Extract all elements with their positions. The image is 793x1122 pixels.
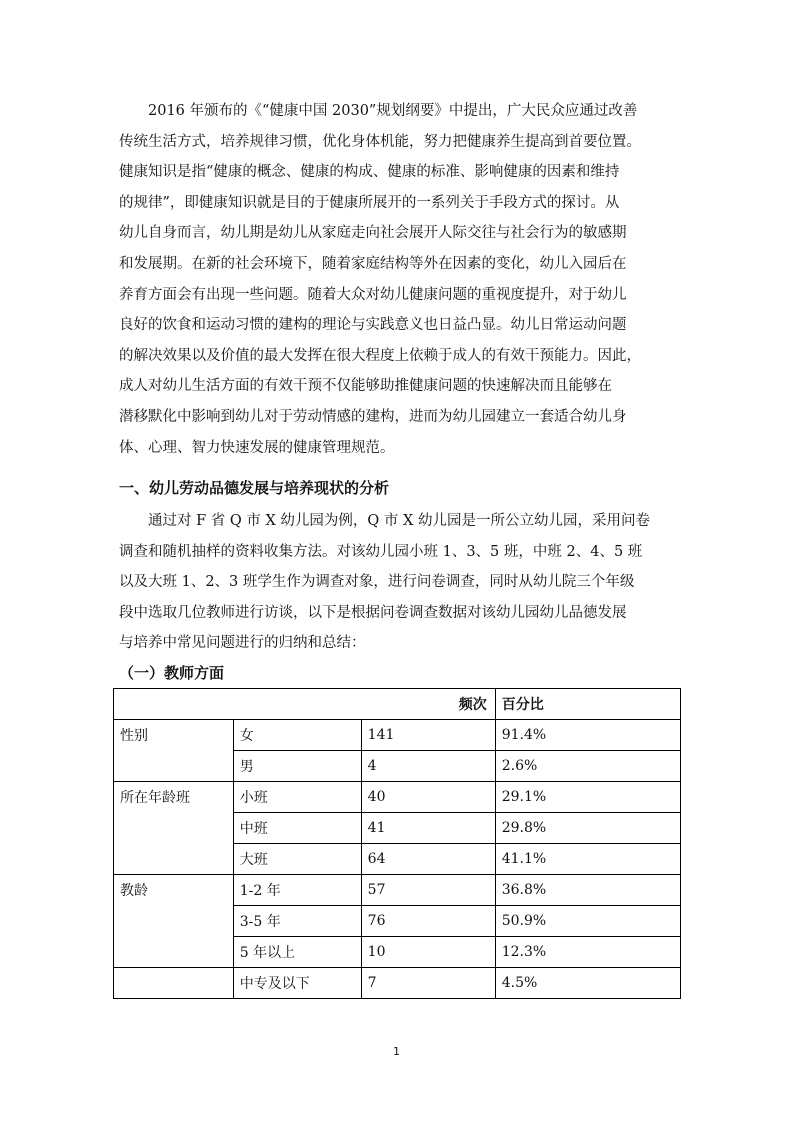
row-item: 中专及以下 xyxy=(233,968,361,999)
row-freq: 4 xyxy=(361,751,495,782)
group-label: 所在年龄班 xyxy=(114,782,234,875)
row-pct: 12.3% xyxy=(495,937,680,968)
row-pct: 91.4% xyxy=(495,720,680,751)
table-row xyxy=(114,782,681,813)
intro-line: 和发展期。在新的社会环境下，随着家庭结构等外在因素的变化，幼儿入园后在 xyxy=(119,255,627,272)
row-pct: 4.5% xyxy=(495,968,680,999)
page-number: 1 xyxy=(393,1045,400,1058)
row-item: 大班 xyxy=(233,844,361,875)
row-item: 3-5 年 xyxy=(233,906,361,937)
row-item: 1-2 年 xyxy=(233,875,361,906)
header-freq: 频次 xyxy=(114,689,496,720)
row-item: 小班 xyxy=(233,782,361,813)
intro-line: 健康知识是指“健康的概念、健康的构成、健康的标准、影响健康的因素和维持 xyxy=(119,164,620,181)
table-row xyxy=(114,720,681,751)
intro-line: 幼儿自身而言，幼儿期是幼儿从家庭走向社会展开人际交往与社会行为的敏感期 xyxy=(119,225,627,242)
row-freq: 7 xyxy=(361,968,495,999)
intro-line: 传统生活方式，培养规律习惯，优化身体机能，努力把健康养生提高到首要位置。 xyxy=(119,133,641,150)
row-pct: 36.8% xyxy=(495,875,680,906)
body-line: 通过对 F 省 Q 市 X 幼儿园为例，Q 市 X 幼儿园是一所公立幼儿园，采用问卷 xyxy=(148,513,650,529)
row-item: 5 年以上 xyxy=(233,937,361,968)
row-pct: 41.1% xyxy=(495,844,680,875)
table-row xyxy=(114,968,681,999)
body-paragraph xyxy=(119,506,685,659)
body-line: 以及大班 1、2、3 班学生作为调查对象，进行问卷调查，同时从幼儿院三个年级 xyxy=(119,574,635,591)
table-row xyxy=(114,875,681,906)
group-label xyxy=(114,968,234,999)
body-line: 段中选取几位教师进行访谈，以下是根据问卷调查数据对该幼儿园幼儿品德发展 xyxy=(119,604,627,621)
table-header-row xyxy=(114,689,681,720)
intro-line: 潜移默化中影响到幼儿对于劳动情感的建构，进而为幼儿园建立一套适合幼儿身 xyxy=(119,408,627,425)
intro-line: 体、心理、智力快速发展的健康管理规范。 xyxy=(119,439,395,456)
row-pct: 2.6% xyxy=(495,751,680,782)
intro-line: 2016 年颁布的《“健康中国 2030”规划纲要》中提出，广大民众应通过改善 xyxy=(148,103,638,119)
row-item: 男 xyxy=(233,751,361,782)
body-line: 调查和随机抽样的资料收集方法。对该幼儿园小班 1、3、5 班，中班 2、4、5 班 xyxy=(119,543,643,560)
intro-line: 养育方面会有出现一些问题。随着大众对幼儿健康问题的重视度提升，对于幼儿 xyxy=(119,286,627,303)
intro-line: 良好的饮食和运动习惯的建构的理论与实践意义也日益凸显。幼儿日常运动问题 xyxy=(119,317,627,334)
header-pct: 百分比 xyxy=(495,689,680,720)
row-pct: 29.8% xyxy=(495,813,680,844)
row-item: 女 xyxy=(233,720,361,751)
row-freq: 64 xyxy=(361,844,495,875)
row-pct: 50.9% xyxy=(495,906,680,937)
row-item: 中班 xyxy=(233,813,361,844)
row-pct: 29.1% xyxy=(495,782,680,813)
intro-line: 的规律”，即健康知识就是目的于健康所展开的一系列关于手段方式的探讨。从 xyxy=(119,194,620,211)
intro-paragraph xyxy=(119,96,685,463)
body-line: 与培养中常见问题进行的归纳和总结： xyxy=(119,635,366,652)
row-freq: 40 xyxy=(361,782,495,813)
intro-line: 成人对幼儿生活方面的有效干预不仅能够助推健康问题的快速解决而且能够在 xyxy=(119,378,612,395)
row-freq: 41 xyxy=(361,813,495,844)
row-freq: 10 xyxy=(361,937,495,968)
section-heading: 一、幼儿劳动品德发展与培养现状的分析 xyxy=(119,479,390,497)
group-label: 教龄 xyxy=(114,875,234,968)
group-label: 性别 xyxy=(114,720,234,782)
subheading: （一）教师方面 xyxy=(119,664,225,682)
row-freq: 141 xyxy=(361,720,495,751)
row-freq: 57 xyxy=(361,875,495,906)
teacher-stats-table xyxy=(113,688,681,999)
row-freq: 76 xyxy=(361,906,495,937)
intro-line: 的解决效果以及价值的最大发挥在很大程度上依赖于成人的有效干预能力。因此， xyxy=(119,347,641,364)
